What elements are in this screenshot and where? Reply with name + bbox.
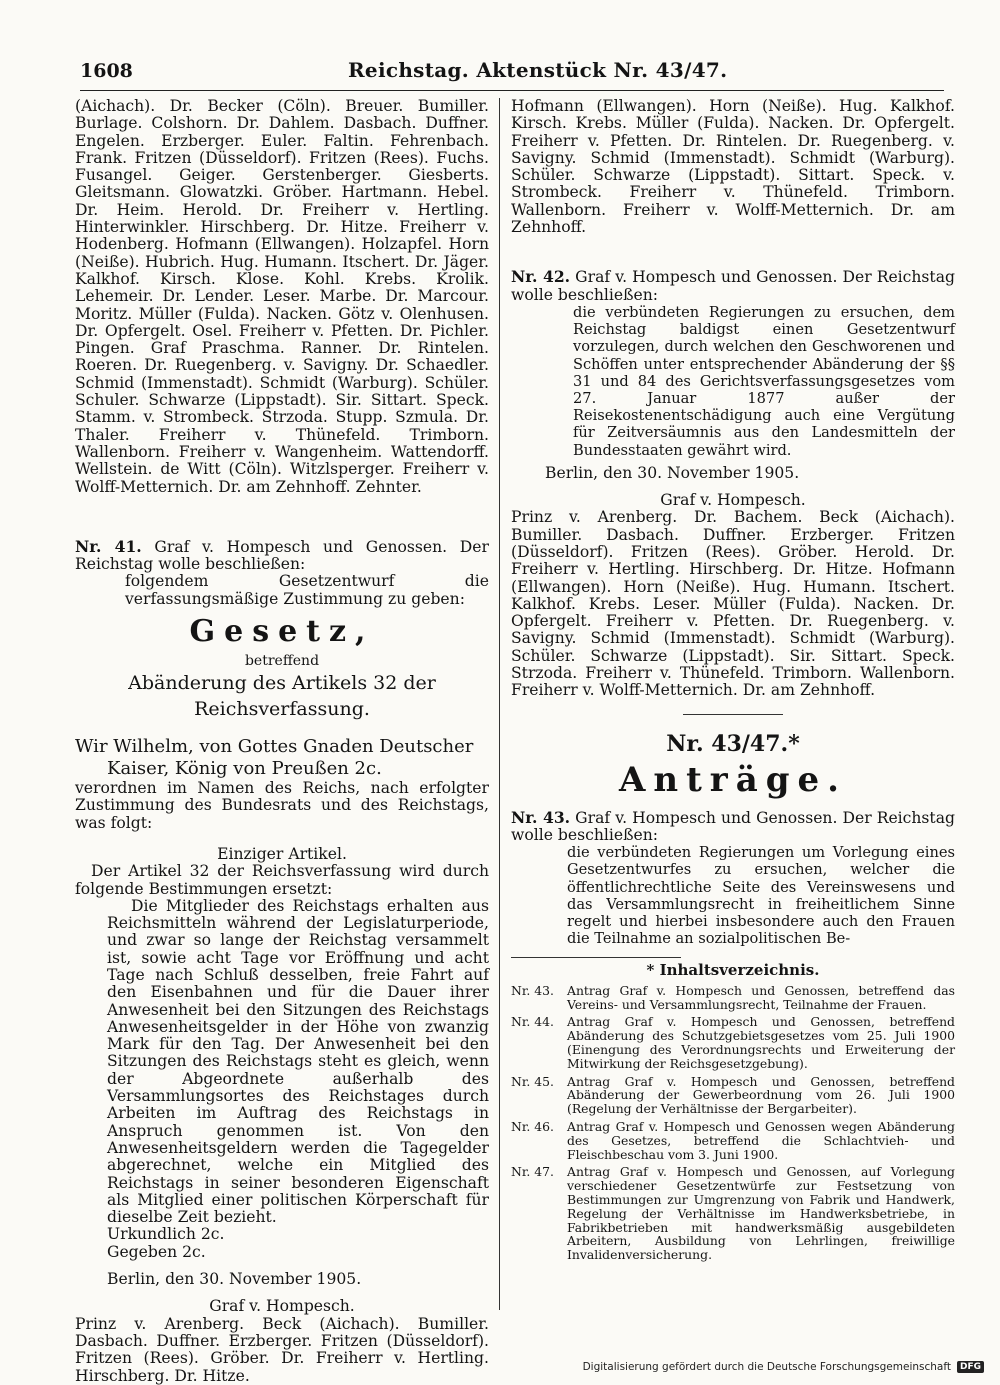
gegeben: Gegeben 2c. xyxy=(107,1242,206,1261)
toc-entry-text: Antrag Graf v. Hompesch und Genossen, auf Vorlegung verschiedener Gesetzentwürfe zur Festsetzung von Bestimmungen zur Umgrenzung von Fabrik und Handwerk, Regelung der Verhältnisse im Handwerksbetriebe, in Fabrikbetrieben mit handwerksmäßig ausgebildeten Arbeitern, Ausbildung von Lehrlingen, freiwillige Invalidenversicherung. xyxy=(567,1164,955,1263)
wir-line-2: Kaiser, König von Preußen 2c. xyxy=(107,758,382,780)
left-column xyxy=(75,98,489,1385)
nr42-signatories: Prinz v. Arenberg. Dr. Bachem. Beck (Aichach). Bumiller. Dasbach. Duffner. Erzberger. Fritzen (Düsseldorf). Fritzen (Rees). Gröber. Herold. Dr. Freiherr v. Hertling. Hirschberg. Dr. Hitze. Hofmann (Ellwangen). Horn (Neiße). Hug. Humann. Itschert. Kalkhof. Krebs. Leser. Müller (Fulda). Nacken. Dr. Opfergelt. Freiherr v. Pfetten. Dr. Ruegenberg. v. Savigny. Schmid (Immenstadt). Schmidt (Warburg). Schüler. Schwarze (Lippstadt). Sir. Sittart. Speck. Strzoda. Freiherr v. Thünefeld. Trimborn. Wallenborn. Freiherr v. Wolff-Metternich. Dr. am Zehnhoff. xyxy=(511,508,955,700)
section-rule xyxy=(683,714,783,715)
nr42-date: Berlin, den 30. November 1905. xyxy=(545,463,800,482)
verordnen-text: verordnen im Namen des Reichs, nach erfolgter Zustimmung des Bundesrats und des Reichstags, was folgt: xyxy=(75,779,489,832)
toc-entry xyxy=(511,1015,955,1070)
artikel-text: Die Mitglieder des Reichstags erhalten aus Reichsmitteln während der Legislaturperiode, und zwar so lange der Reichstag versammelt ist, sowie acht Tage vor Eröffnung und acht Tage nach Schluß desselben, freie Fahrt auf den Eisenbahnen und für die Dauer ihrer Anwesenheit bei den Sitzungen des Reichstags Anwesenheitsgelder in der Höhe von zwanzig Mark für den Tag. Der Anwesenheit bei den Sitzungen des Reichstags steht es gleich, wenn der Abgeordnete außerhalb des Versammlungsortes des Reichstages durch Arbeiten im Auftrag des Reichstags in Anspruch genommen ist. Von den Anwesenheitsgeldern werden die Tagegelder abgerechnet, welche ein Mitglied des Reichstags in seiner besonderen Eigenschaft als Mitglied einer politischen Körperschaft für dieselbe Zeit bezieht. xyxy=(107,896,489,1227)
nr43-motion xyxy=(511,809,955,845)
names-list: (Aichach). Dr. Becker (Cöln). Breuer. Bumiller. Burlage. Colshorn. Dr. Dahlem. Dasbach. Duffner. Engelen. Erzberger. Euler. Faltin. Fehrenbach. Frank. Fritzen (Düsseldorf). Fritzen (Rees). Fuchs. Fusangel. Geiger. Gerstenberger. Giesberts. Gleitsmann. Glowatzki. Gröber. Hartmann. Hebel. Dr. Heim. Herold. Dr. Freiherr v. Hertling. Hinterwinkler. Hirschberg. Dr. Hitze. Freiherr v. Hodenberg. Hofmann (Ellwangen). Holzapfel. Horn (Neiße). Hubrich. Hug. Humann. Itschert. Dr. Jäger. Kalkhof. Kirsch. Klose. Kohl. Krebs. Krolik. Lehemeir. Dr. Lender. Leser. Marbe. Dr. Marcour. Moritz. Müller (Fulda). Nacken. Götz v. Olenhusen. Dr. Opfergelt. Osel. Freiherr v. Pfetten. Dr. Pichler. Pingen. Graf Praschma. Ranner. Dr. Rintelen. Roeren. Dr. Ruegenberg. v. Savigny. Dr. Schaedler. Schmid (Immenstadt). Schmidt (Warburg). Schüler. Schuler. Schwarze (Lippstadt). Sir. Sittart. Speck. Stamm. v. Strombeck. Strzoda. Stupp. Szmula. Dr. Thaler. Freiherr v. Thünefeld. Trimborn. Wallenborn. Freiherr v. Wangenheim. Wattendorff. Wellstein. de Witt (Cöln). Witzlsperger. Freiherr v. Wolff-Metternich. Dr. am Zehnhoff. Zehnter. xyxy=(75,97,489,496)
toc-entry-number: Nr. 43. xyxy=(511,982,554,998)
signature: Graf v. Hompesch. xyxy=(209,1297,355,1316)
footer xyxy=(583,1361,984,1373)
nr42-motion xyxy=(511,268,955,304)
table-of-contents xyxy=(511,984,955,1262)
nr42-label: Nr. 42. xyxy=(511,267,571,287)
footer-text: Digitalisierung gefördert durch die Deutsche Forschungsgemeinschaft xyxy=(582,1361,951,1373)
footnote-rule xyxy=(511,957,681,958)
date-line: Berlin, den 30. November 1905. xyxy=(107,1270,362,1289)
running-title: Reichstag. Aktenstück Nr. 43/47. xyxy=(348,58,728,82)
right-column xyxy=(511,98,955,1262)
toc-entry-number: Nr. 44. xyxy=(511,1014,554,1030)
signatories-list: Prinz v. Arenberg. Beck (Aichach). Bumiller. Dasbach. Duffner. Erzberger. Fritzen (Düsseldorf). Fritzen (Rees). Gröber. Dr. Freiherr v. Hertling. Hirschberg. Dr. Hitze. xyxy=(75,1314,489,1385)
page-number: 1608 xyxy=(80,60,133,82)
nr41-intro: Graf v. Hompesch und Genossen. Der Reichstag wolle beschließen: xyxy=(75,537,489,574)
toc-entry xyxy=(511,984,955,1012)
urkundlich: Urkundlich 2c. xyxy=(107,1225,225,1244)
toc-entry-text: Antrag Graf v. Hompesch und Genossen wegen Abänderung des Gesetzes, betreffend die Schlachtvieh- und Fleischbeschau vom 3. Juni 1900. xyxy=(567,1118,955,1162)
toc-entry xyxy=(511,1165,955,1262)
nr41-text: folgendem Gesetzentwurf die verfassungsmäßige Zustimmung zu geben: xyxy=(125,572,489,608)
gesetz-heading: Gesetz, xyxy=(189,614,375,650)
section-number: Nr. 43/47.* xyxy=(666,730,800,757)
betreffend-label: betreffend xyxy=(244,653,320,670)
nr42-signature: Graf v. Hompesch. xyxy=(660,491,806,510)
nr41-motion xyxy=(75,538,489,574)
page-header xyxy=(80,56,944,91)
toc-entry-number: Nr. 45. xyxy=(511,1073,554,1089)
nr41-label: Nr. 41. xyxy=(75,536,142,556)
table-of-contents-title: * Inhaltsverzeichnis. xyxy=(646,961,820,980)
artikel-intro: Der Artikel 32 der Reichsverfassung wird durch folgende Bestimmungen ersetzt: xyxy=(75,862,489,898)
nr43-text: die verbündeten Regierungen um Vorlegung eines Gesetzentwurfes zu ersuchen, welcher die öffentlichrechtliche Seite des Vereinswesens und das Versammlungsrecht in freiheitlichem Sinne regelt und hierbei insbesondere auch den Frauen die Teilnahme an sozialpolitischen Be- xyxy=(567,844,955,948)
dfg-logo: DFG xyxy=(957,1361,984,1373)
names-list-continued: Hofmann (Ellwangen). Horn (Neiße). Hug. Kalkhof. Kirsch. Krebs. Müller (Fulda). Nacken. Dr. Opfergelt. Freiherr v. Pfetten. Dr. Rintelen. Dr. Ruegenberg. v. Savigny. Schmid (Immenstadt). Schmidt (Warburg). Schüler. Schwarze (Lippstadt). Sittart. Speck. v. Strombeck. Freiherr v. Thünefeld. Trimborn. Wallenborn. Freiherr v. Wolff-Metternich. Dr. am Zehnhoff. xyxy=(511,97,955,237)
einziger-artikel-heading: Einziger Artikel. xyxy=(217,844,347,863)
column-divider xyxy=(499,98,500,1310)
nr43-intro: Graf v. Hompesch und Genossen. Der Reichstag wolle beschließen: xyxy=(511,808,955,844)
toc-entry-text: Antrag Graf v. Hompesch und Genossen, betreffend das Vereins- und Versammlungsrecht, Teilnahme der Frauen. xyxy=(567,982,955,1012)
nr42-text: die verbündeten Regierungen zu ersuchen, dem Reichstag baldigst einen Gesetzentwurf vorzulegen, durch welchen den Geschworenen und Schöffen unter entsprechender Abänderung der §§ 31 und 84 des Gerichtsverfassungsgesetzes vom 27. Januar 1877 außer der Reisekostenentschädigung auch eine Vergütung für Zeitversäumnis aus den Landesmitteln der Bundesstaaten gewährt wird. xyxy=(573,303,955,459)
toc-entry-text: Antrag Graf v. Hompesch und Genossen, betreffend Abänderung der Gewerbeordnung vom 26. Juli 1900 (Regelung der Verhältnisse der Bergarbeiter). xyxy=(567,1073,955,1117)
toc-entry-number: Nr. 46. xyxy=(511,1118,554,1134)
nr43-label: Nr. 43. xyxy=(511,807,571,827)
wir-line-1: Wir Wilhelm, von Gottes Gnaden Deutscher xyxy=(75,736,474,758)
nr42-intro: Graf v. Hompesch und Genossen. Der Reichstag wolle beschließen: xyxy=(511,268,955,304)
toc-entry xyxy=(511,1120,955,1161)
law-title: Abänderung des Artikels 32 der Reichsverfassung. xyxy=(128,672,436,721)
toc-entry-text: Antrag Graf v. Hompesch und Genossen, betreffend Abänderung des Schutzgebietsgesetzes vom 25. Juli 1900 (Einengung des Verordnungsrechts und Erweiterung der Mitwirkung der Reichsgesetzgebung). xyxy=(567,1014,955,1071)
toc-entry xyxy=(511,1075,955,1116)
toc-entry-number: Nr. 47. xyxy=(511,1164,554,1180)
section-title: Anträge. xyxy=(619,759,847,800)
